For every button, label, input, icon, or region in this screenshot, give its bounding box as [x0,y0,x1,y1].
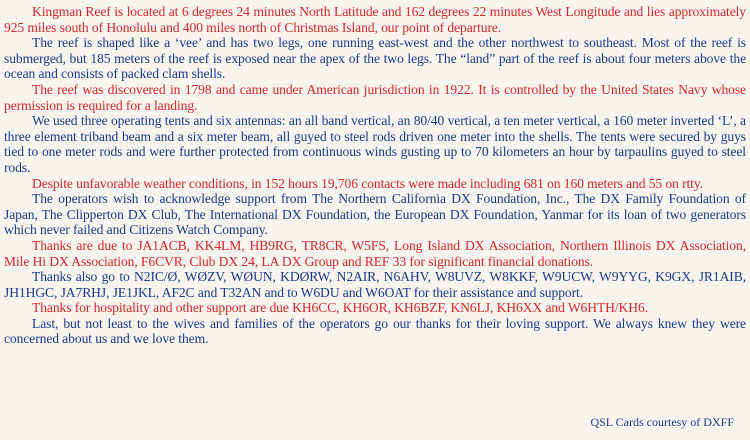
paragraph-donations: Thanks are due to JA1ACB, KK4LM, HB9RG, TR8CR, W5FS, Long Island DX Association, Northern Illinois DX Association, Mile Hi DX Association, F6CVR, Club DX 24, LA DX Group and REF 33 for significant financial donations. [4,237,746,269]
paragraph-discovery: The reef was discovered in 1798 and came under American jurisdiction in 1922. It is controlled by the United States Navy whose permission is required for a landing. [4,81,746,113]
paragraph-families: Last, but not least to the wives and families of the operators go our thanks for their loving support. We always knew they were concerned about us and we love them. [4,315,746,347]
paragraph-reef-shape: The reef is shaped like a ‘vee’ and has two legs, one running east-west and the other northwest to southeast. Most of the reef is submerged, but 185 meters of the reef is exposed near the apex of the two legs. The “land” part of the reef is about four meters above the ocean and consists of packed clam shells. [4,35,746,82]
paragraph-contacts: Despite unfavorable weather conditions, in 152 hours 19,706 contacts were made including 681 on 160 meters and 55 on rtty. [32,175,703,191]
paragraph-antennas: We used three operating tents and six antennas: an all band vertical, an 80/40 vertical, a ten meter vertical, a 160 meter inverted ‘L’, a three element triband beam and a six meter beam, all guyed to steel rods driven one meter into the shells. The tents were secured by guys tied to one meter rods and were further protected from continuous winds gusting up to 70 kilometers an hour by tarpaulins guyed to steel rods. [4,113,746,175]
qsl-credit-line: QSL Cards courtesy of DXFF [590,415,734,429]
paragraph-location: Kingman Reef is located at 6 degrees 24 minutes North Latitude and 162 degrees 22 minutes West Longitude and lies approximately 925 miles south of Honolulu and 400 miles north of Christmas Island, our point of departure. [4,4,746,35]
paragraph-hospitality: Thanks for hospitality and other support are due KH6CC, KH6OR, KH6BZF, KN6LJ, KH6XX and W6HTH/KH6. [32,300,648,316]
paragraph-assistance: Thanks also go to N2IC/Ø, WØZV, WØUN, KDØRW, N2AIR, N6AHV, W8UVZ, W8KKF, W9UCW, W9YYG, K9GX, JR1AIB, JH1HGC, JA7RHJ, JE1JKL, AF2C and T32AN and to W6DU and W6OAT for their assistance and support. [4,269,746,300]
paragraph-acknowledgements: The operators wish to acknowledge support from The Northern California DX Foundation, Inc., The DX Family Foundation of Japan, The Clipperton DX Club, The International DX Foundation, the European DX Foundation, Yanmar for its loan of two generators which never failed and Citizens Watch Company. [4,191,746,238]
